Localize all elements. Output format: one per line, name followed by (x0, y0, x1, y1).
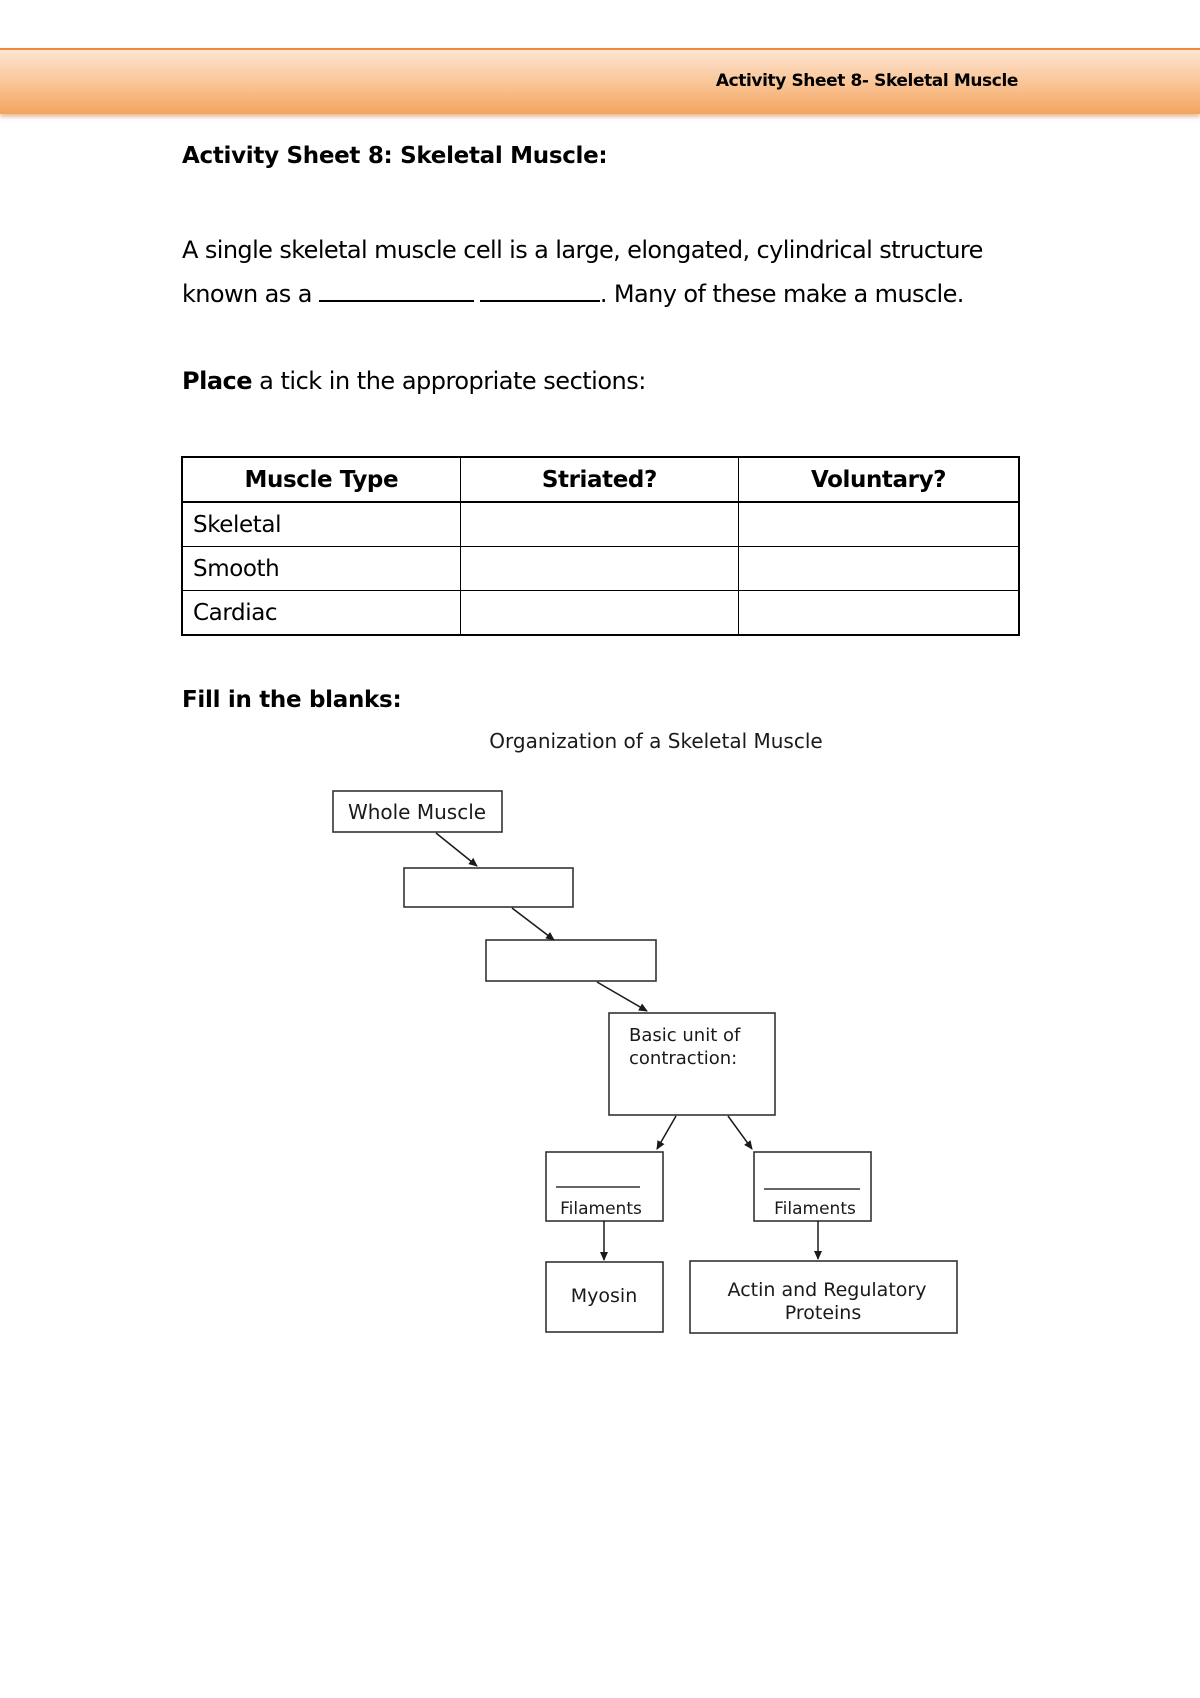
basic-unit-label-line1: Basic unit of (629, 1025, 741, 1046)
filaments-label-right: Filaments (774, 1199, 856, 1219)
actin-label-line2: Proteins (784, 1302, 862, 1324)
fill-in-title: Fill in the blanks: (182, 687, 402, 713)
basic-unit-label-line2: contraction: (629, 1048, 738, 1069)
instruction-bold-word: Place (182, 367, 253, 395)
blank-box-level-3[interactable] (486, 940, 656, 981)
filaments-label-left: Filaments (560, 1199, 642, 1219)
arrow-basic-unit-to-left-filaments (657, 1116, 676, 1149)
arrow-level3-to-basic-unit (597, 982, 647, 1011)
sheet-title: Activity Sheet 8: Skeletal Muscle: (182, 143, 608, 169)
intro-line-2-suffix: . Many of these make a muscle. (599, 280, 964, 308)
header-title: Activity Sheet 8- Skeletal Muscle (715, 71, 1018, 91)
arrow-basic-unit-to-right-filaments (728, 1116, 752, 1149)
column-header-striated: Striated? (460, 457, 738, 502)
muscle-type-cell: Smooth (182, 547, 460, 591)
arrow-whole-to-level2 (436, 833, 477, 866)
arrow-level2-to-level3 (512, 908, 554, 940)
intro-line-1: A single skeletal muscle cell is a large, elongated, cylindrical structure (182, 236, 983, 264)
whole-muscle-label: Whole Muscle (347, 800, 487, 824)
actin-label-line1: Actin and Regulatory (727, 1279, 927, 1301)
column-header-voluntary: Voluntary? (739, 457, 1019, 502)
muscle-type-cell: Skeletal (182, 502, 460, 547)
diagram-title: Organization of a Skeletal Muscle (489, 729, 823, 753)
blank-box-level-2[interactable] (404, 868, 573, 907)
intro-line-2-prefix: known as a (182, 280, 312, 308)
instruction-text: a tick in the appropriate sections: (259, 367, 646, 395)
column-header-muscle-type: Muscle Type (182, 457, 460, 502)
muscle-type-cell: Cardiac (182, 591, 460, 636)
myosin-label: Myosin (570, 1285, 638, 1307)
